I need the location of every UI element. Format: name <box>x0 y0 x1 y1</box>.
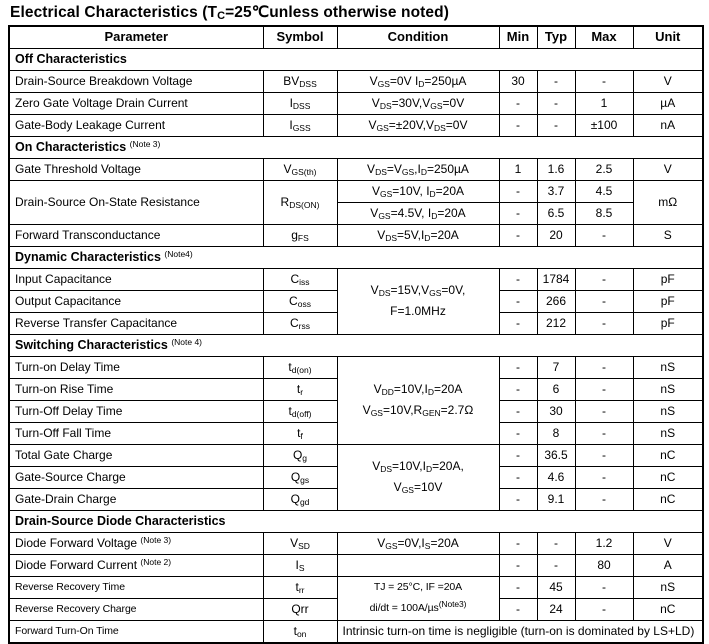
table-cell: Turn-on Rise Time <box>9 378 263 400</box>
section-label: On Characteristics $^{(Note 3)}$ <box>9 136 703 158</box>
table-row <box>9 92 703 114</box>
table-cell: $Q_{gs}$ <box>263 466 337 488</box>
table-cell: - <box>575 70 633 92</box>
table-cell: mΩ <box>633 180 703 224</box>
table-cell: $V_{GS}=4.5V$, $I_D=20A$ <box>337 202 499 224</box>
table-cell: Turn-Off Fall Time <box>9 422 263 444</box>
table-cell: - <box>575 466 633 488</box>
table-cell: - <box>537 70 575 92</box>
table-cell: - <box>537 532 575 554</box>
table-row <box>9 70 703 92</box>
table-cell: $V_{GS}=10V$, $I_D=20A$ <box>337 180 499 202</box>
table-cell: 6 <box>537 378 575 400</box>
table-row <box>9 158 703 180</box>
table-cell: nS <box>633 378 703 400</box>
table-cell: - <box>575 488 633 510</box>
table-cell: $t_f$ <box>263 422 337 444</box>
table-cell: Reverse Recovery Time <box>9 576 263 598</box>
table-cell: 36.5 <box>537 444 575 466</box>
table-cell: 30 <box>499 70 537 92</box>
table-cell: pF <box>633 290 703 312</box>
table-cell: $R_{DS(ON)}$ <box>263 180 337 224</box>
table-cell: - <box>499 576 537 598</box>
table-cell: nC <box>633 598 703 620</box>
section-row <box>9 334 703 356</box>
page-title: Electrical Characteristics ($T_C=25℃unless$ otherwise noted) <box>10 4 449 22</box>
table-cell: 24 <box>537 598 575 620</box>
table-cell: 9.1 <box>537 488 575 510</box>
section-row <box>9 510 703 532</box>
table-cell: V <box>633 158 703 180</box>
table-cell: - <box>537 114 575 136</box>
table-cell: $C_{iss}$ <box>263 268 337 290</box>
table-cell: $V_{GS}=0V,I_S=20A$ <box>337 532 499 554</box>
table-cell: Qrr <box>263 598 337 620</box>
table-cell: $g_{FS}$ <box>263 224 337 246</box>
table-cell: $V_{DS}=V_{GS},I_D=250\mu A$ <box>337 158 499 180</box>
table-row <box>9 576 703 598</box>
table-cell: Zero Gate Voltage Drain Current <box>9 92 263 114</box>
table-row <box>9 180 703 202</box>
table-cell: pF <box>633 312 703 334</box>
table-cell: 1 <box>575 92 633 114</box>
table-cell: $V_{DS}=15V,V_{GS}=0V$, F=1.0MHz <box>337 268 499 334</box>
table-cell: - <box>499 92 537 114</box>
column-header-symbol: Symbol <box>263 26 337 48</box>
table-cell: - <box>575 444 633 466</box>
table-cell: - <box>575 268 633 290</box>
table-cell: nS <box>633 356 703 378</box>
table-cell: Gate-Source Charge <box>9 466 263 488</box>
table-cell: - <box>575 422 633 444</box>
table-cell: - <box>499 312 537 334</box>
table-cell: - <box>575 576 633 598</box>
table-cell: 1784 <box>537 268 575 290</box>
table-cell: $t_r$ <box>263 378 337 400</box>
table-cell: $V_{DS}=5V,I_D=20A$ <box>337 224 499 246</box>
table-cell: 20 <box>537 224 575 246</box>
table-cell: Output Capacitance <box>9 290 263 312</box>
table-cell: Diode Forward Current $^{(Note 2)}$ <box>9 554 263 576</box>
column-header-max: Max <box>575 26 633 48</box>
table-cell: - <box>499 268 537 290</box>
table-cell: - <box>499 114 537 136</box>
table-cell: 30 <box>537 400 575 422</box>
table-cell: $t_{d(on)}$ <box>263 356 337 378</box>
table-cell: 1.6 <box>537 158 575 180</box>
table-cell: - <box>499 378 537 400</box>
table-cell: Input Capacitance <box>9 268 263 290</box>
table-cell: - <box>575 312 633 334</box>
table-cell: $V_{DS}=30V,V_{GS}=0V$ <box>337 92 499 114</box>
table-cell: Turn-Off Delay Time <box>9 400 263 422</box>
table-cell <box>337 554 499 576</box>
table-cell: nA <box>633 114 703 136</box>
table-cell: Gate Threshold Voltage <box>9 158 263 180</box>
column-header-parameter: Parameter <box>9 26 263 48</box>
table-row <box>9 224 703 246</box>
table-cell: - <box>537 92 575 114</box>
table-cell: nC <box>633 488 703 510</box>
table-cell: Turn-on Delay Time <box>9 356 263 378</box>
table-cell: S <box>633 224 703 246</box>
table-row <box>9 620 703 643</box>
table-cell: 266 <box>537 290 575 312</box>
table-cell: nS <box>633 400 703 422</box>
table-cell: pF <box>633 268 703 290</box>
table-cell: 45 <box>537 576 575 598</box>
table-cell: Intrinsic turn-on time is negligible (turn-on is dominated by LS+LD) <box>337 620 703 643</box>
table-cell: 6.5 <box>537 202 575 224</box>
table-cell: - <box>575 224 633 246</box>
table-cell: - <box>499 444 537 466</box>
table-cell: $BV_{DSS}$ <box>263 70 337 92</box>
table-cell: $C_{oss}$ <box>263 290 337 312</box>
table-cell: Diode Forward Voltage $^{(Note 3)}$ <box>9 532 263 554</box>
table-cell: $V_{GS}=\pm 20V,V_{DS}=0V$ <box>337 114 499 136</box>
table-cell: 1.2 <box>575 532 633 554</box>
table-cell: - <box>499 290 537 312</box>
table-cell: µA <box>633 92 703 114</box>
table-cell: $t_{rr}$ <box>263 576 337 598</box>
table-cell: Forward Transconductance <box>9 224 263 246</box>
column-header-typ: Typ <box>537 26 575 48</box>
section-label: Switching Characteristics $^{(Note 4)}$ <box>9 334 703 356</box>
table-row <box>9 114 703 136</box>
table-cell: - <box>575 356 633 378</box>
table-cell: - <box>499 488 537 510</box>
table-cell: A <box>633 554 703 576</box>
table-cell: - <box>499 224 537 246</box>
column-header-condition: Condition <box>337 26 499 48</box>
table-cell: - <box>499 400 537 422</box>
table-row <box>9 532 703 554</box>
table-cell: - <box>499 466 537 488</box>
table-row <box>9 554 703 576</box>
table-cell: 212 <box>537 312 575 334</box>
table-cell: $I_{GSS}$ <box>263 114 337 136</box>
table-cell: Gate-Drain Charge <box>9 488 263 510</box>
section-row <box>9 136 703 158</box>
table-row <box>9 268 703 290</box>
table-cell: V <box>633 532 703 554</box>
table-cell: $V_{GS(th)}$ <box>263 158 337 180</box>
table-cell: $V_{DD}=10V,I_D=20A$ $V_{GS}=10V,R_{GEN}=2.7\Omega$ <box>337 356 499 444</box>
table-cell: $V_{GS}=0V$ $I_D=250\mu A$ <box>337 70 499 92</box>
column-header-min: Min <box>499 26 537 48</box>
table-cell: $V_{DS}=10V,I_D=20A$, $V_{GS}=10V$ <box>337 444 499 510</box>
section-label: Dynamic Characteristics $^{(Note4)}$ <box>9 246 703 268</box>
table-cell: $t_{on}$ <box>263 620 337 643</box>
table-cell: nC <box>633 444 703 466</box>
section-row <box>9 48 703 70</box>
header-row <box>9 26 703 48</box>
table-cell: Reverse Recovery Charge <box>9 598 263 620</box>
section-label: Drain-Source Diode Characteristics <box>9 510 703 532</box>
table-cell: 2.5 <box>575 158 633 180</box>
table-cell: 4.6 <box>537 466 575 488</box>
table-cell: - <box>499 202 537 224</box>
table-cell: 8 <box>537 422 575 444</box>
table-cell: V <box>633 70 703 92</box>
table-cell: TJ = 25°C, IF =20A di/dt = 100A/µs$^{(Note3)}$ <box>337 576 499 620</box>
table-row <box>9 444 703 466</box>
table-cell: 7 <box>537 356 575 378</box>
table-cell: 1 <box>499 158 537 180</box>
table-cell: - <box>575 598 633 620</box>
table-cell: 80 <box>575 554 633 576</box>
table-cell: 8.5 <box>575 202 633 224</box>
table-cell: - <box>499 356 537 378</box>
table-cell: ±100 <box>575 114 633 136</box>
table-cell: Drain-Source Breakdown Voltage <box>9 70 263 92</box>
table-cell: Gate-Body Leakage Current <box>9 114 263 136</box>
table-cell: - <box>575 378 633 400</box>
table-cell: Reverse Transfer Capacitance <box>9 312 263 334</box>
table-cell: Forward Turn-On Time <box>9 620 263 643</box>
table-cell: Total Gate Charge <box>9 444 263 466</box>
table-cell: nC <box>633 466 703 488</box>
table-cell: $Q_{gd}$ <box>263 488 337 510</box>
table-cell: nS <box>633 576 703 598</box>
table-cell: - <box>575 290 633 312</box>
table-cell: $I_S$ <box>263 554 337 576</box>
table-cell: Drain-Source On-State Resistance <box>9 180 263 224</box>
table-cell: $t_{d(off)}$ <box>263 400 337 422</box>
section-label: Off Characteristics <box>9 48 703 70</box>
table-cell: $V_{SD}$ <box>263 532 337 554</box>
table-cell: - <box>537 554 575 576</box>
table-cell: 3.7 <box>537 180 575 202</box>
table-cell: - <box>499 598 537 620</box>
table-cell: - <box>499 532 537 554</box>
table-cell: - <box>499 180 537 202</box>
table-cell: nS <box>633 422 703 444</box>
table-cell: $C_{rss}$ <box>263 312 337 334</box>
electrical-characteristics-table <box>8 25 704 644</box>
column-header-unit: Unit <box>633 26 703 48</box>
section-row <box>9 246 703 268</box>
table-cell: $I_{DSS}$ <box>263 92 337 114</box>
table-cell: - <box>499 422 537 444</box>
table-cell: - <box>499 554 537 576</box>
table-cell: 4.5 <box>575 180 633 202</box>
table-cell: - <box>575 400 633 422</box>
table-row <box>9 356 703 378</box>
table-cell: $Q_g$ <box>263 444 337 466</box>
